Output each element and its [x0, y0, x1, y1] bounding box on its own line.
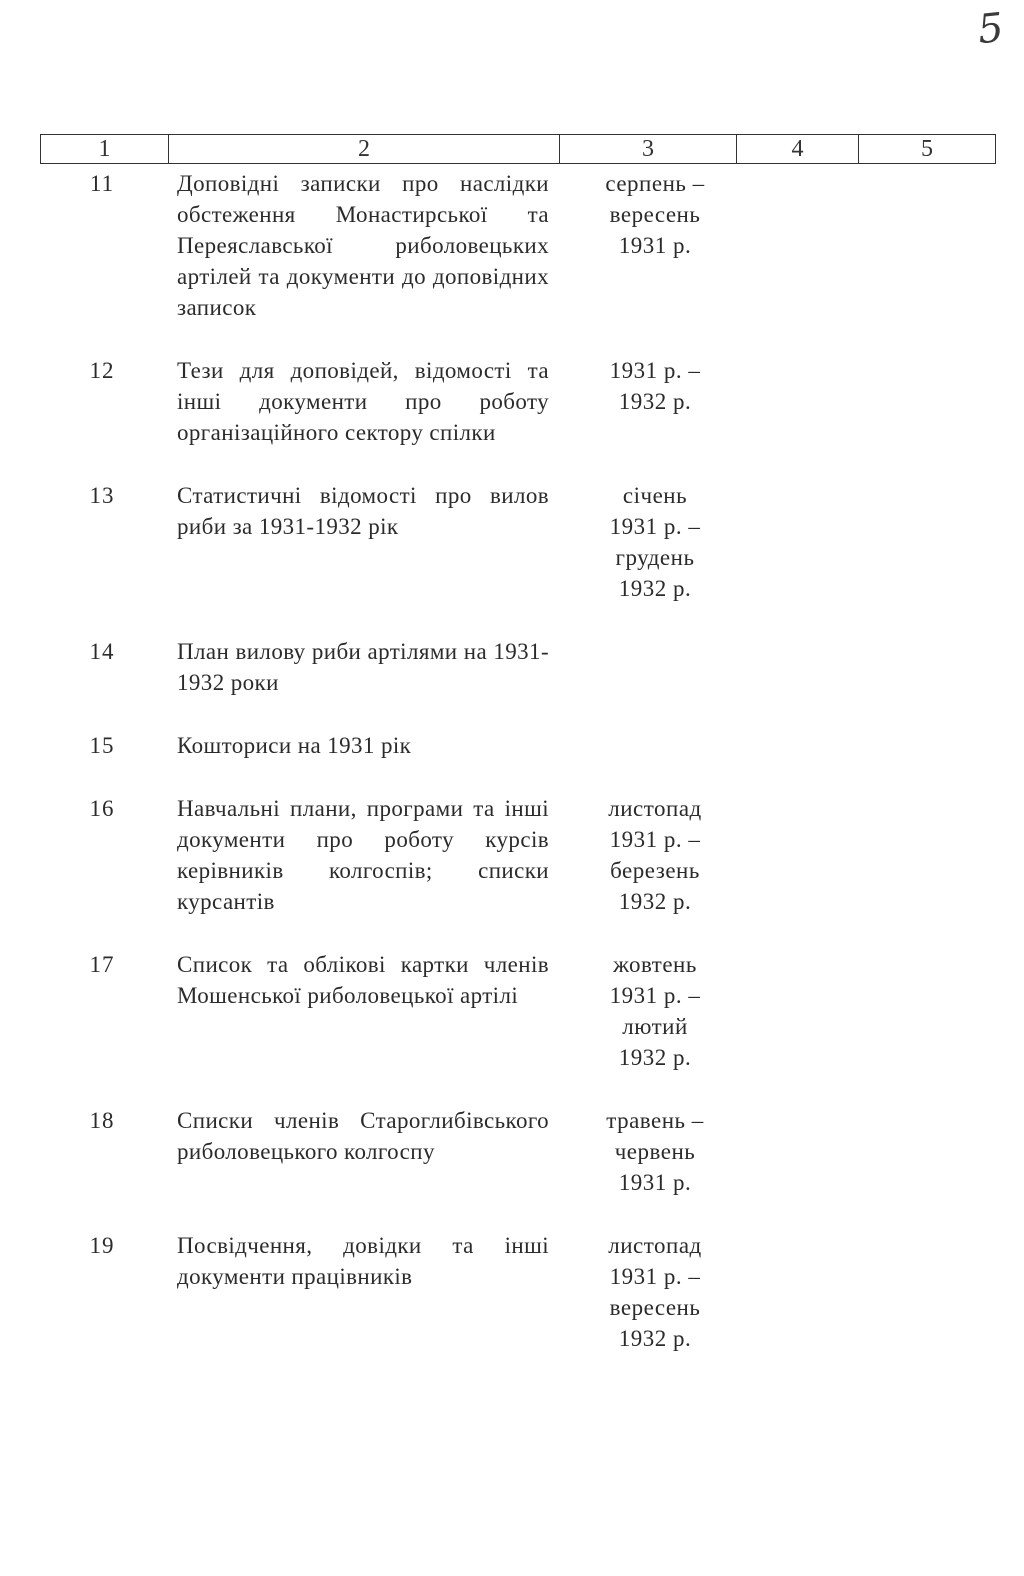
table-row [40, 480, 996, 604]
header-col-1: 1 [41, 135, 169, 163]
row-date-line: 1931 р. – [609, 1264, 701, 1289]
table-row [40, 636, 996, 698]
row-title: План вилову риби артілями на 1931-1932 роки [177, 639, 549, 695]
row-date-line: 1931 р. [618, 1170, 692, 1195]
page-number: 5 [975, 4, 1006, 54]
row-dates [549, 636, 745, 698]
row-date-line: січень [622, 483, 688, 508]
table-row [40, 1230, 996, 1354]
row-date-line: 1932 р. [618, 389, 692, 414]
row-number: 14 [89, 639, 115, 664]
row-date-line: 1931 р. – [609, 514, 701, 539]
row-title: Доповідні записки про наслідки обстеження Монастирської та Переяславської риболовецьких артілей та документи до доповідних записок [177, 171, 549, 320]
row-date-line: 1931 р. – [609, 358, 701, 383]
row-date-line: 1932 р. [618, 576, 692, 601]
row-date-line: листопад [608, 796, 702, 821]
table-row [40, 730, 996, 761]
row-empty-cells [745, 949, 996, 1073]
row-number: 17 [89, 952, 115, 977]
row-date-line: лютий [622, 1014, 688, 1039]
row-date-line: вересень [609, 202, 701, 227]
row-dates [549, 793, 745, 917]
header-col-2: 2 [169, 135, 560, 163]
row-date-line: 1931 р. – [609, 827, 701, 852]
row-title: Статистичні відомості про вилов риби за 1931-1932 рік [177, 483, 549, 539]
row-date-line: червень [614, 1139, 696, 1164]
row-date-line: листопад [608, 1233, 702, 1258]
row-dates [549, 168, 745, 323]
row-title: Список та облікові картки членів Мошенської риболовецької артілі [177, 952, 549, 1008]
row-empty-cells [745, 730, 996, 761]
row-date-line: березень [610, 858, 700, 883]
row-number: 16 [89, 796, 115, 821]
row-dates [549, 1105, 745, 1198]
row-title: Навчальні плани, програми та інші документи про роботу курсів керівників колгоспів; списки курсантів [177, 796, 549, 914]
row-empty-cells [745, 636, 996, 698]
row-empty-cells [745, 1105, 996, 1198]
row-date-line: 1932 р. [618, 889, 692, 914]
row-empty-cells [745, 480, 996, 604]
header-col-4: 4 [737, 135, 859, 163]
table-body [40, 168, 996, 1354]
table-row [40, 949, 996, 1073]
table-header [40, 134, 996, 164]
row-title: Тези для доповідей, відомості та інші документи про роботу організаційного сектору спілки [177, 358, 549, 445]
table-row [40, 1105, 996, 1198]
row-date-line: 1932 р. [618, 1326, 692, 1351]
row-date-line: 1931 р. – [609, 983, 701, 1008]
row-number: 18 [89, 1108, 115, 1133]
row-number: 11 [89, 171, 115, 196]
row-empty-cells [745, 168, 996, 323]
row-number: 15 [89, 733, 115, 758]
row-number: 12 [89, 358, 115, 383]
row-date-line: вересень [609, 1295, 701, 1320]
row-number: 19 [89, 1233, 115, 1258]
row-empty-cells [745, 793, 996, 917]
row-date-line: травень – [606, 1108, 704, 1133]
row-empty-cells [745, 355, 996, 448]
header-col-5: 5 [921, 136, 933, 162]
row-dates [549, 355, 745, 448]
row-title: Кошториси на 1931 рік [177, 733, 412, 758]
row-empty-cells [745, 1230, 996, 1354]
row-date-line: 1931 р. [618, 233, 692, 258]
row-date-line: грудень [615, 545, 695, 570]
row-date-line: 1932 р. [618, 1045, 692, 1070]
row-date-line: серпень – [605, 171, 705, 196]
row-number: 13 [89, 483, 115, 508]
row-dates [549, 480, 745, 604]
row-dates [549, 949, 745, 1073]
table-row [40, 793, 996, 917]
table-row [40, 355, 996, 448]
table-row [40, 168, 996, 323]
row-dates [549, 1230, 745, 1354]
row-dates [549, 730, 745, 761]
header-col-3: 3 [560, 135, 737, 163]
row-date-line: жовтень [613, 952, 697, 977]
row-title: Списки членів Староглибівського риболовецького колгоспу [177, 1108, 549, 1164]
row-title: Посвідчення, довідки та інші документи працівників [177, 1233, 549, 1289]
